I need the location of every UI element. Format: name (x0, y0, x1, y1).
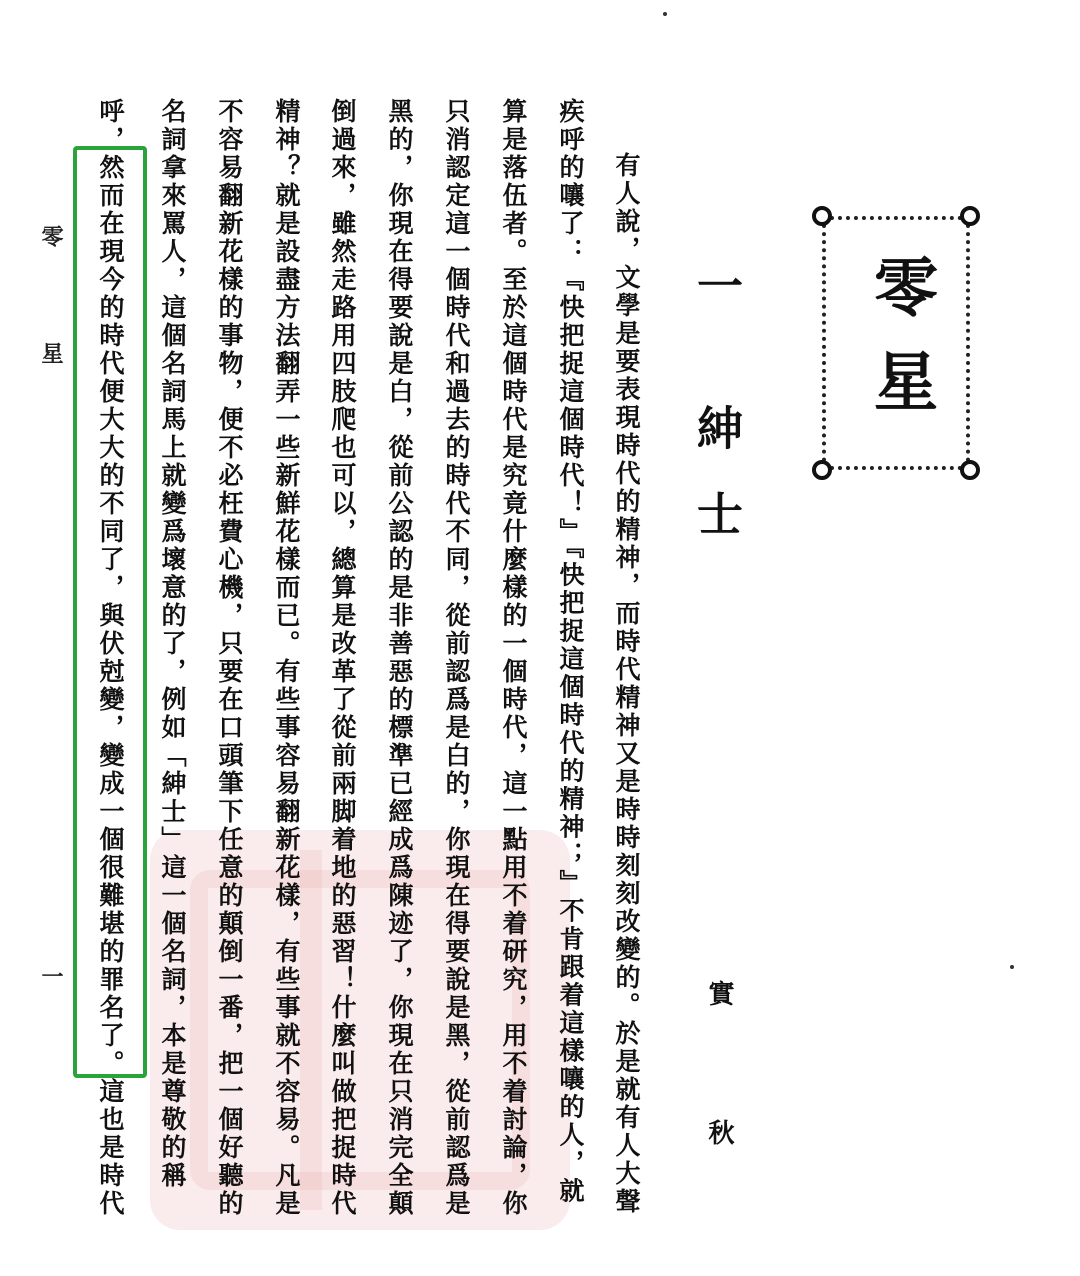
text-column-8: 不容易翻新花樣的事物，便不必枉費心機，只要在口頭筆下任意的顛倒一番，把一個好聽的 (215, 98, 244, 1218)
title-frame (822, 216, 970, 470)
folio-running-head: 零星 (38, 225, 64, 459)
frame-corner-ring (960, 206, 980, 226)
text-column-1: 有人說，文學是要表現時代的精神，而時代精神又是時時刻刻改變的。於是就有人大聲 (612, 152, 641, 1216)
page-title: 零星 (863, 254, 938, 442)
author-name: 實 秋 (704, 980, 734, 1198)
text-column-6: 倒過來，雖然走路用四肢爬也可以，總算是改革了從前兩脚着地的惡習！什麼叫做把捉時代 (328, 98, 357, 1218)
text-column-7: 精神？就是設盡方法翻弄一些新鮮花樣而已。有些事容易翻新花樣，有些事就不容易。凡是 (272, 98, 301, 1218)
scan-speck (663, 12, 667, 16)
text-column-2: 疾呼的嚷了：『快把捉這個時代！』『快把捉這個時代的精神；』不肯跟着這樣嚷的人，就 (556, 98, 585, 1206)
section-subtitle: 一 紳士 (690, 262, 744, 577)
highlight-box (73, 146, 147, 1078)
folio-page-number: 一 (38, 965, 64, 987)
frame-corner-ring (812, 206, 832, 226)
text-column-10: 呼，然而在現今的時代便大大的不同了，與伏尅變，變成一個很難堪的罪名了。這也是時代 (96, 98, 125, 1218)
scan-speck (1010, 965, 1014, 969)
text-column-3: 算是落伍者。至於這個時代是究竟什麼樣的一個時代，這一點用不着研究，用不着討論，你 (499, 98, 528, 1218)
frame-corner-ring (812, 460, 832, 480)
text-column-5: 黑的，你現在得要說是白，從前公認的是非善惡的標準已經成爲陳迹了，你現在只消完全顛 (385, 98, 414, 1218)
text-column-9: 名詞拿來罵人，這個名詞馬上就變爲壞意的了，例如「紳士」這一個名詞，本是尊敬的稱 (158, 98, 187, 1190)
text-column-4: 只消認定這一個時代和過去的時代不同，從前認爲是白的，你現在得要說是黑，從前認爲是 (442, 98, 471, 1218)
frame-corner-ring (960, 460, 980, 480)
